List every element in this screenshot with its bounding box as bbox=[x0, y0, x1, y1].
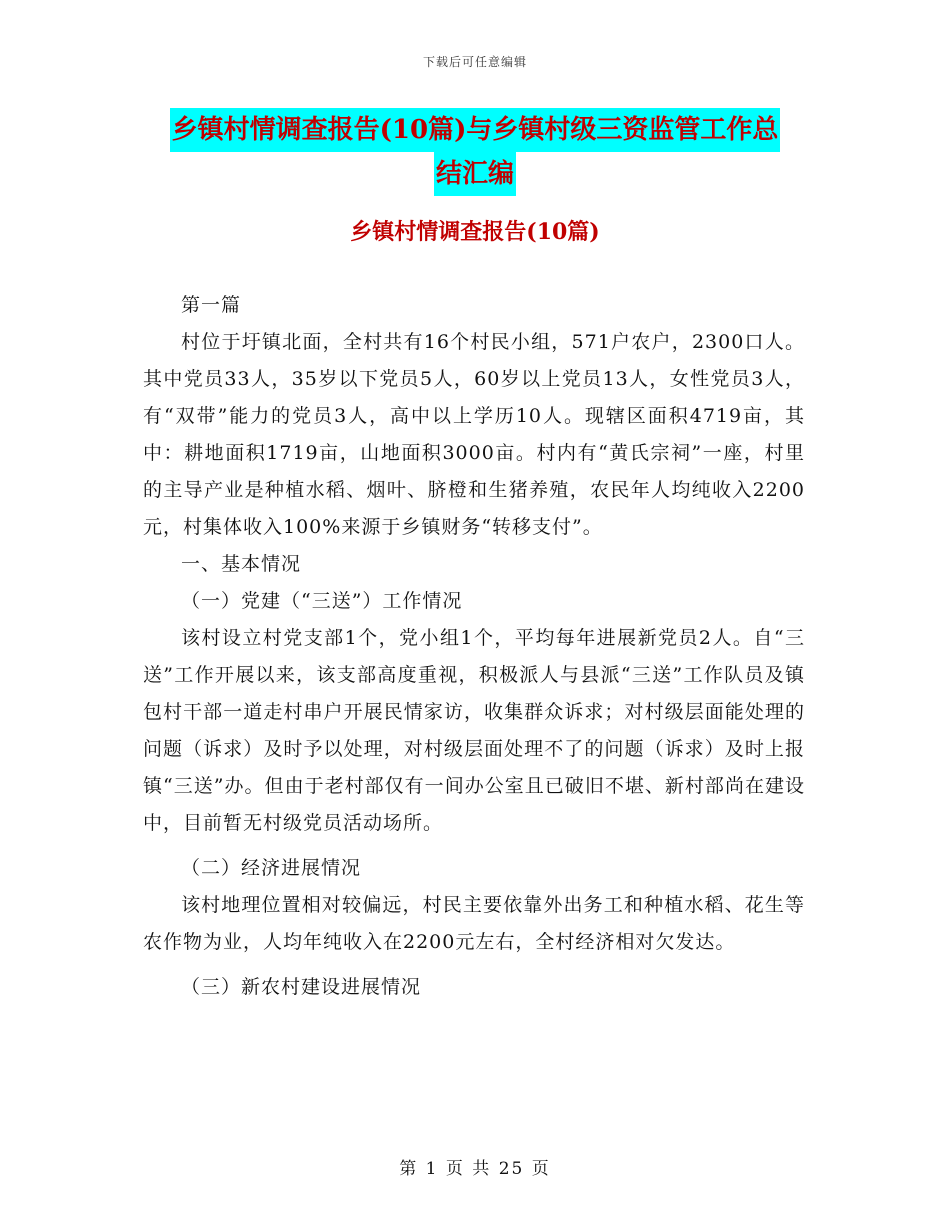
subheading-new-countryside: （三）新农村建设进展情况 bbox=[181, 976, 422, 998]
intro-paragraph: 村位于圩镇北面，全村共有16个村民小组，571户农户，2300口人。其中党员33人，35岁以下党员5人，60岁以上党员13人，女性党员3人，有“双带”能力的党员3人，高中以上学历10人。现辖区面积4719亩，其中：耕地面积1719亩，山地面积3000亩。村内有“黄氏宗祠”一座，村里的主导产业是种植水稻、烟叶、脐橙和生猪养殖，农民年人均纯收入2200元，村集体收入100%来源于乡镇财务“转移支付”。 bbox=[143, 331, 805, 538]
party-building-paragraph: 该村设立村党支部1个，党小组1个，平均每年进展新党员2人。自“三送”工作开展以来，该支部高度重视，积极派人与县派“三送”工作队员及镇包村干部一道走村串户开展民情家访，收集群众诉求；对村级层面能处理的问题（诉求）及时予以处理，对村级层面处理不了的问题（诉求）及时上报镇“三送”办。但由于老村部仅有一间办公室且已破旧不堪、新村部尚在建设中，目前暂无村级党员活动场所。 bbox=[143, 627, 805, 834]
heading-basic-situation: 一、基本情况 bbox=[181, 553, 302, 575]
page-footer: 第 1 页 共 25 页 bbox=[399, 1159, 551, 1179]
part-label: 第一篇 bbox=[181, 294, 242, 316]
section-title: 乡镇村情调查报告(10篇) bbox=[350, 219, 600, 245]
document-title bbox=[0, 108, 950, 196]
title-line-2: 结汇编 bbox=[434, 152, 516, 196]
subheading-party-building: （一）党建（“三送”）工作情况 bbox=[181, 590, 463, 612]
subheading-economy: （二）经济进展情况 bbox=[181, 857, 362, 879]
economy-paragraph: 该村地理位置相对较偏远，村民主要依靠外出务工和种植水稻、花生等农作物为业，人均年纯收入在2200元左右，全村经济相对欠发达。 bbox=[143, 894, 805, 953]
title-line-1: 乡镇村情调查报告(10篇)与乡镇村级三资监管工作总 bbox=[170, 108, 781, 152]
header-note: 下载后可任意编辑 bbox=[422, 55, 527, 69]
body-text bbox=[143, 287, 805, 1006]
